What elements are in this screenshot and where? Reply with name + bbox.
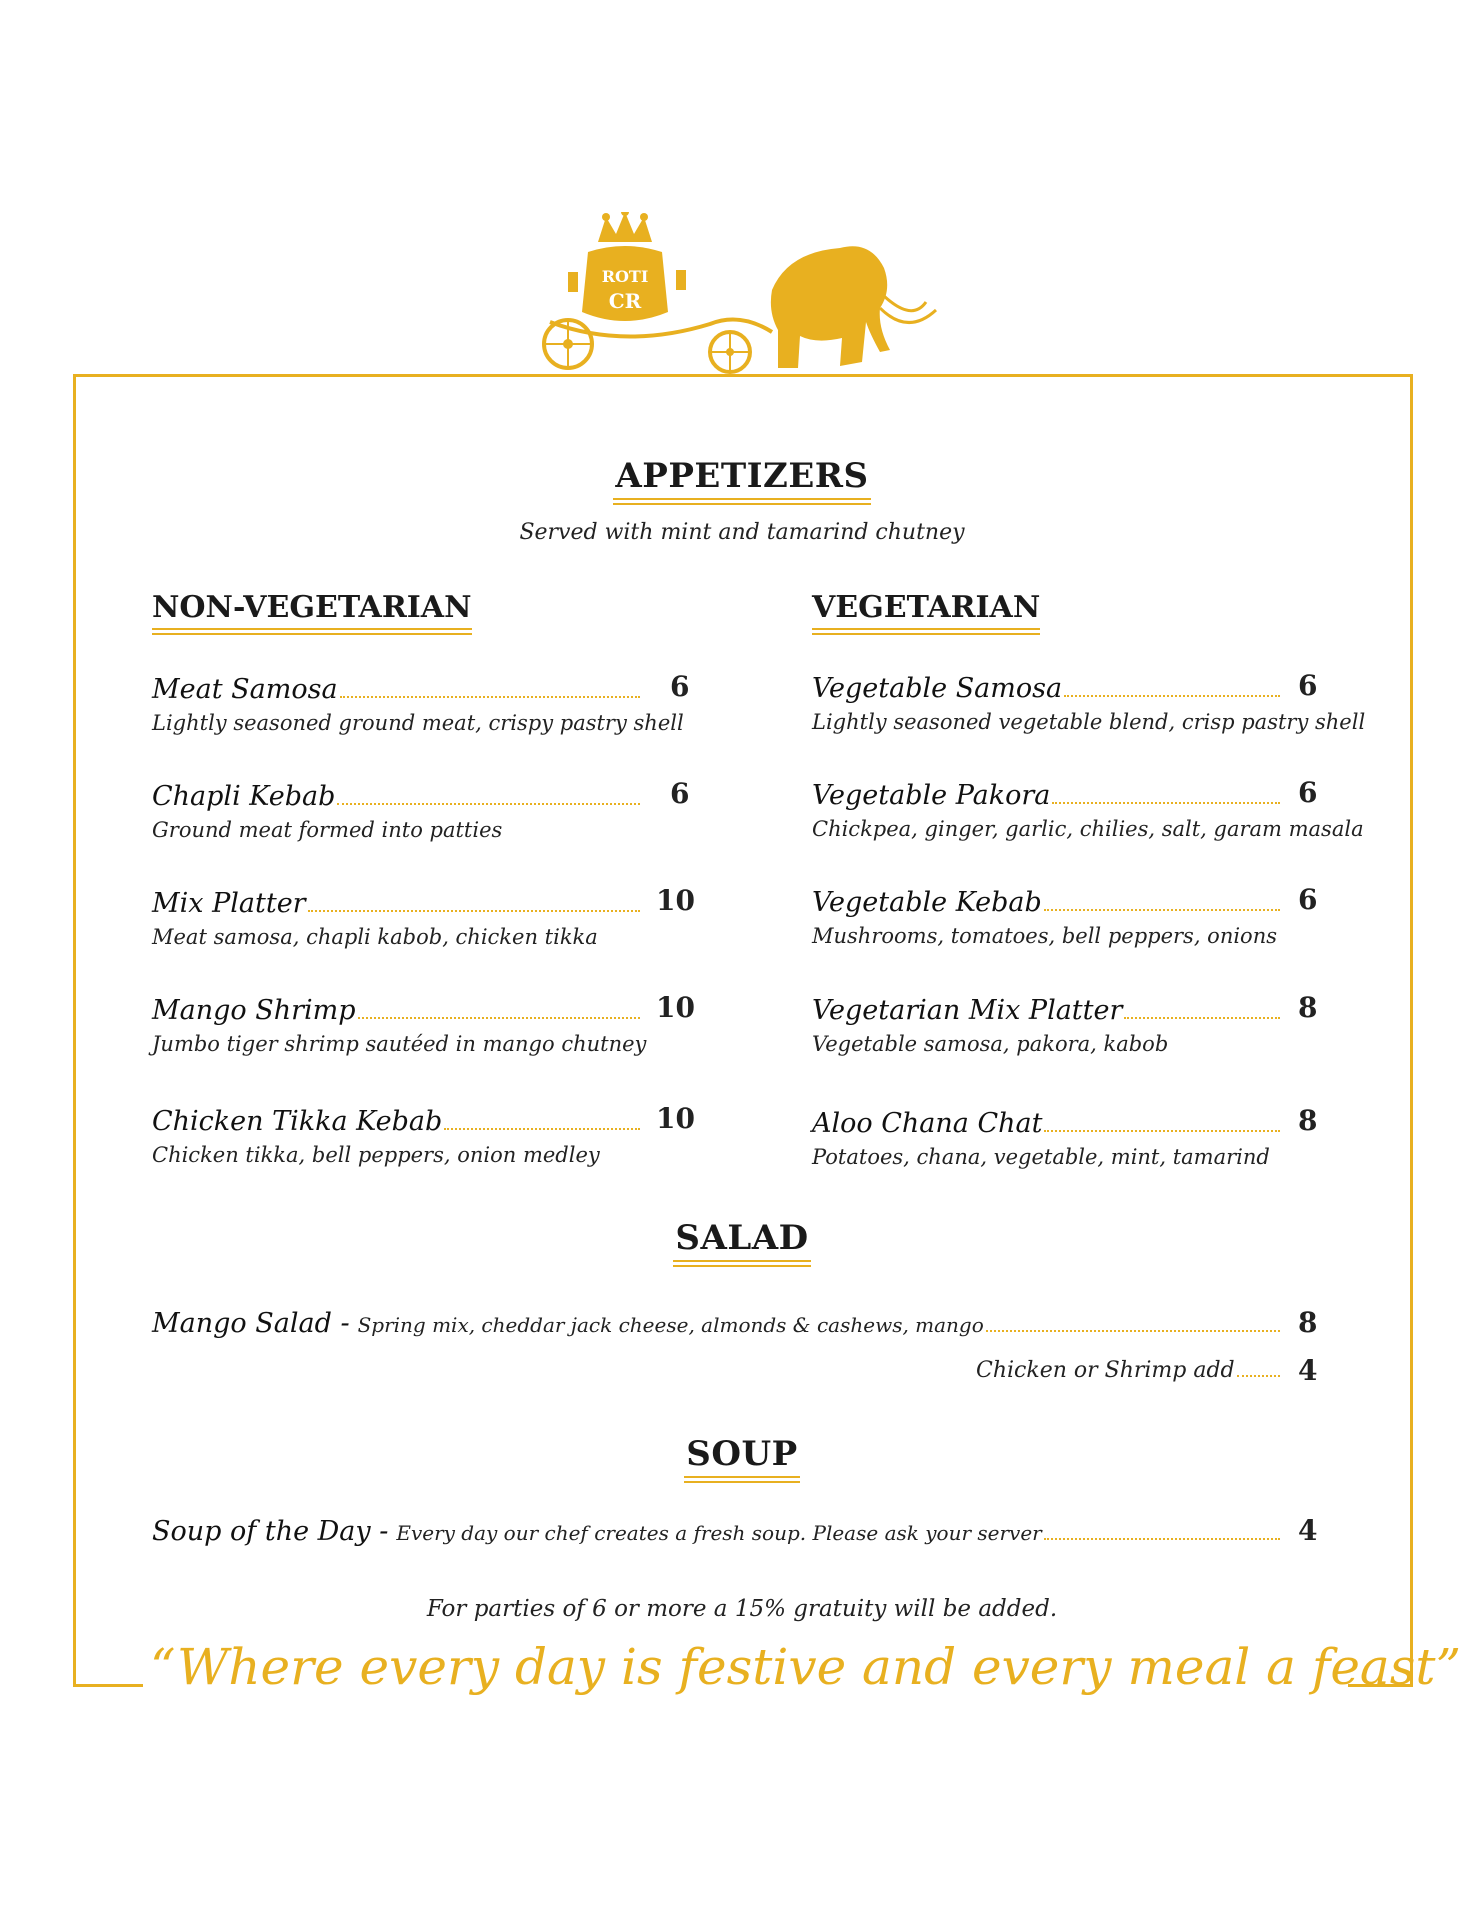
menu-item (812, 1108, 1280, 1169)
item-description: Lightly seasoned vegetable blend, crisp pastry shell (812, 710, 1366, 734)
item-description: Spring mix, cheddar jack cheese, almonds & cashews, mango (357, 1313, 984, 1337)
menu-frame-right (1410, 374, 1413, 1686)
item-description: Chicken tikka, bell peppers, onion medley (152, 1143, 600, 1167)
menu-item (812, 780, 1364, 841)
leader-dots (1124, 1017, 1280, 1019)
item-price: 6 (1298, 883, 1318, 916)
appetizers-heading: APPETIZERS (613, 456, 870, 501)
carriage-elephant-logo-icon (540, 212, 950, 380)
menu-item (152, 995, 647, 1056)
menu-item (152, 888, 640, 949)
gratuity-note: For parties of 6 or more a 15% gratuity will be added. (426, 1596, 1058, 1622)
appetizers-subtitle: Served with mint and tamarind chutney (519, 520, 965, 545)
item-name: Mix Platter (152, 888, 306, 919)
vegetarian-heading: VEGETARIAN (812, 590, 1040, 630)
leader-dots (308, 910, 640, 912)
item-name: Vegetable Pakora (812, 780, 1051, 811)
item-price: 6 (670, 670, 690, 703)
tagline: “Where every day is festive and every meal a feast” (150, 1638, 1462, 1696)
menu-item (152, 1106, 640, 1167)
soup-item (152, 1516, 1280, 1547)
logo-monogram: CR (608, 289, 642, 313)
item-price: 10 (656, 991, 695, 1024)
logo-text-roti: ROTI (601, 267, 649, 286)
non-vegetarian-heading: NON-VEGETARIAN (152, 590, 472, 630)
item-name: Chapli Kebab (152, 781, 336, 812)
item-description: Ground meat formed into patties (152, 818, 503, 842)
salad-heading-wrap (0, 1218, 1484, 1263)
leader-dots (986, 1330, 1280, 1332)
soup-heading-wrap (0, 1434, 1484, 1479)
addon-name: Chicken or Shrimp add (976, 1358, 1235, 1383)
addon-price: 4 (1298, 1354, 1318, 1387)
item-name: Vegetarian Mix Platter (812, 995, 1123, 1026)
item-description: Potatoes, chana, vegetable, mint, tamarind (812, 1145, 1270, 1169)
item-description: Vegetable samosa, pakora, kabob (812, 1032, 1169, 1056)
leader-dots (1237, 1375, 1280, 1377)
salad-addon (976, 1358, 1280, 1383)
appetizers-heading-wrap (0, 456, 1484, 501)
menu-frame-bottom-left (73, 1684, 143, 1687)
item-price: 6 (670, 777, 690, 810)
soup-heading: SOUP (684, 1434, 799, 1479)
salad-item (152, 1308, 1280, 1339)
item-price: 8 (1298, 991, 1318, 1024)
menu-frame-left (73, 374, 76, 1686)
item-description: Every day our chef creates a fresh soup. Please ask your server (396, 1521, 1042, 1545)
item-name: Vegetable Kebab (812, 887, 1042, 918)
item-price: 4 (1298, 1514, 1318, 1547)
item-price: 8 (1298, 1306, 1318, 1339)
item-description: Jumbo tiger shrimp sautéed in mango chutney (152, 1032, 647, 1056)
leader-dots (1044, 1538, 1280, 1540)
item-price: 8 (1298, 1104, 1318, 1137)
item-price: 10 (656, 1102, 695, 1135)
leader-dots (337, 803, 640, 805)
leader-dots (340, 696, 640, 698)
item-name: Mango Salad - (152, 1308, 350, 1339)
menu-item (812, 995, 1280, 1056)
item-name: Aloo Chana Chat (812, 1108, 1043, 1139)
menu-item (152, 674, 684, 735)
item-price: 6 (1298, 669, 1318, 702)
item-name: Meat Samosa (152, 674, 338, 705)
leader-dots (1044, 909, 1280, 911)
menu-item (812, 673, 1366, 734)
item-name: Mango Shrimp (152, 995, 356, 1026)
menu-item (152, 781, 640, 842)
item-name: Soup of the Day - (152, 1516, 389, 1547)
item-name: Chicken Tikka Kebab (152, 1106, 443, 1137)
item-description: Meat samosa, chapli kabob, chicken tikka (152, 925, 598, 949)
leader-dots (1044, 1130, 1280, 1132)
item-price: 10 (656, 884, 695, 917)
item-description: Lightly seasoned ground meat, crispy pastry shell (152, 711, 684, 735)
leader-dots (444, 1128, 640, 1130)
item-price: 6 (1298, 776, 1318, 809)
item-description: Chickpea, ginger, garlic, chilies, salt, garam masala (812, 817, 1364, 841)
item-description: Mushrooms, tomatoes, bell peppers, onions (812, 924, 1278, 948)
leader-dots (1064, 695, 1280, 697)
item-name: Vegetable Samosa (812, 673, 1063, 704)
salad-heading: SALAD (673, 1218, 810, 1263)
leader-dots (358, 1017, 640, 1019)
leader-dots (1052, 802, 1280, 804)
menu-item (812, 887, 1280, 948)
